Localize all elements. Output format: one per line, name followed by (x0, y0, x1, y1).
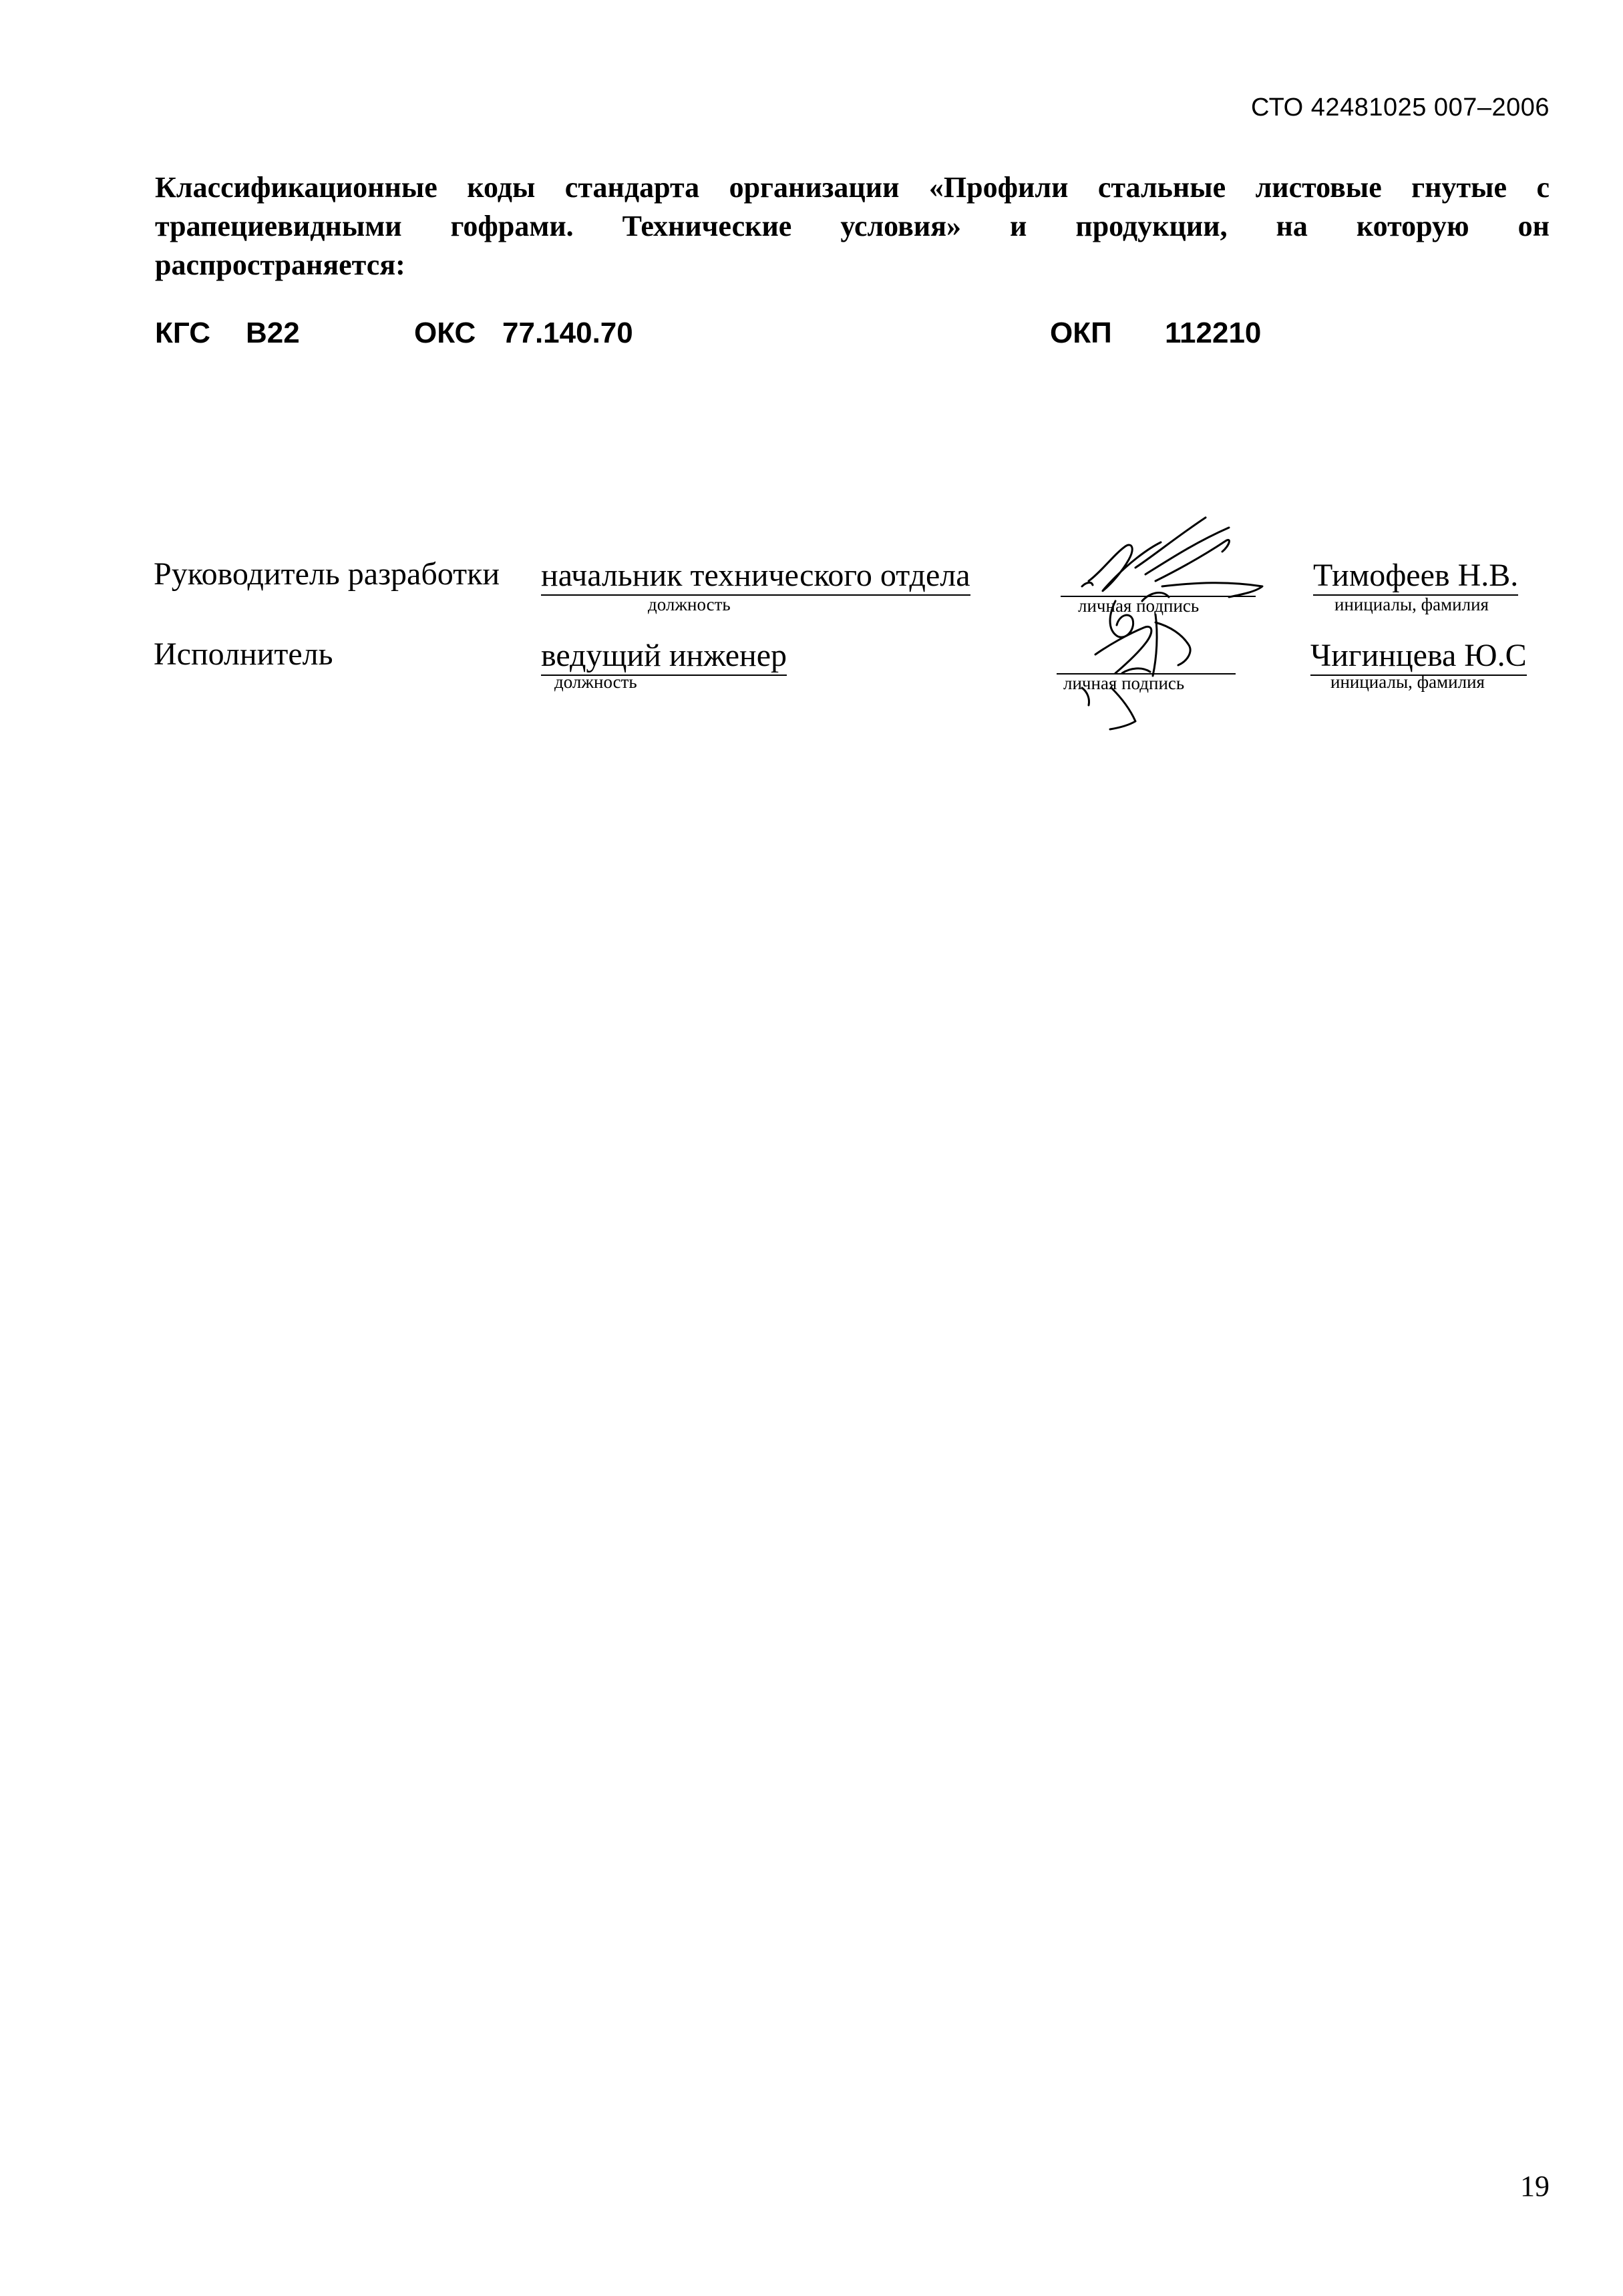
role-label: Исполнитель (154, 636, 333, 672)
oks-value: 77.140.70 (502, 317, 633, 349)
position-value: ведущий инженер (541, 640, 787, 676)
okp-label: ОКП (1050, 317, 1112, 349)
heading-line: трапециевидными гофрами. Технические условия» и продукции, на которую он (155, 210, 1550, 242)
oks-label: ОКС (414, 317, 476, 349)
okp-value: 112210 (1165, 317, 1262, 349)
signature-caption: личная подпись (1063, 673, 1185, 693)
handwritten-signature (1055, 588, 1229, 731)
classification-heading (155, 168, 1550, 284)
position-value: начальник технического отдела (541, 560, 970, 596)
name-value: Чигинцева Ю.С (1310, 640, 1527, 676)
signature-caption: личная подпись (1078, 596, 1200, 616)
name-caption: инициалы, фамилия (1330, 672, 1485, 692)
kgs-value: В22 (246, 317, 300, 349)
page-number: 19 (1520, 2170, 1550, 2203)
kgs-label: КГС (155, 317, 210, 349)
role-label: Руководитель разработки (154, 556, 500, 592)
position-caption: должность (648, 594, 731, 614)
name-value: Тимофеев Н.В. (1313, 560, 1518, 596)
position-caption: должность (554, 672, 637, 692)
heading-line: распространяется: (155, 248, 405, 281)
document-code: СТО 42481025 007–2006 (1251, 93, 1550, 122)
name-caption: инициалы, фамилия (1334, 594, 1489, 614)
heading-line: Классификационные коды стандарта организации «Профили стальные листовые гнутые с (155, 171, 1550, 204)
